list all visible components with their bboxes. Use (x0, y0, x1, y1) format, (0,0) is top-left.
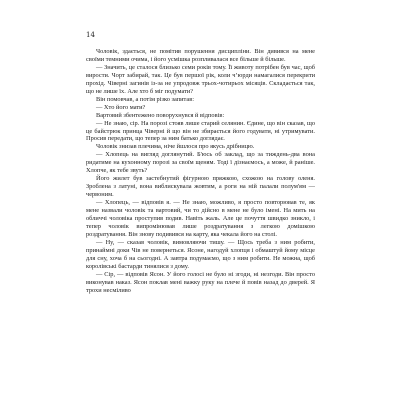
paragraph: Його жилет був застебнутий фігурною пряжкою, схожою на голову оленя. Зроблена з латуні, вона виблискувала жовтим, а роги на ній палали полум'ям — червоним. (86, 175, 315, 199)
paragraph: — Хлопець на вигляд доглянутий. Б'юсь об заклад, що за тиждень-два вона ридатиме на кухонному порозі за своїм щеням. Тоді ї дізнаємось, а може, й раніше. Хлопче, як тебе звуть? (86, 151, 315, 175)
paragraph: — Ну, — сказав чоловік, вимовляючи тишу. — Щось треба з ним робити, принаймні доки Чів не повернеться. Ясоне, нагодуй хлопця і обмаштуй йому місце для сну, хоча б на сьогодні. А завтра подумаємо, що з ним робити. Не можна, щоб королівські бастарди тинялися з дому. (86, 238, 315, 270)
paragraph: — Хлопець, — відповів я. — Не знаю, можливо, я просто повторював те, як мене назвали чоловік та вартовий, чи то дійсно в мене не було імені. На мить на обличчі чоловіка проступив подив. Навіть жаль. Але це почуття швидко зникло, і тепер чоловік випромінював лише роздратування з легкою домішкою роздратування. Він знову подивився на карту, яка чекала його на столі. (86, 199, 315, 238)
paragraph: — Хто його мати? (96, 103, 146, 111)
paragraph: Чоловік, здається, не помітив порушення дисципліни. Він дивився на мене своїми темними очима, і його усмішка розпливалася все більше й більше. (86, 48, 315, 63)
page-body-text (86, 48, 315, 295)
paragraph: Він помовчав, а потім різко запитав: (96, 95, 194, 103)
paragraph: Вартовий збентежено поворухнувся й відповів: (96, 111, 225, 119)
paragraph: — Не знаю, сір. На порозі стояв лише старий селянин. Єдине, що він сказав, що це байстрюк принца Чіверні й що він не збирається його годувати, ні утримувати. Просив передати, що тепер за ним батько доглядає. (86, 119, 315, 143)
paragraph: — Значить, це сталося близько семи років тому. Її животу потрібен був час, щоб вирости. Чорт забирай, так. Це був першої рік, коли чʼюрди намагалися перекрити прохід. Чіверні загинів із-за не упродовж трьох-чотирьох місяців. Складається так, що не лише їх. Але хто б міг подумати? (86, 63, 315, 95)
page-number: 14 (86, 31, 95, 39)
paragraph: — Сір, — відповів Ясон. У його голосі не було ні згоди, ні незгоди. Він просто виконував наказ. Ясон поклав мені важку руку на плече й повів назад до дверей. Я трохи несміливо (86, 270, 315, 294)
paragraph: Чоловік знизав плечима, ніче йшлося про якусь дрібницю. (96, 143, 255, 151)
